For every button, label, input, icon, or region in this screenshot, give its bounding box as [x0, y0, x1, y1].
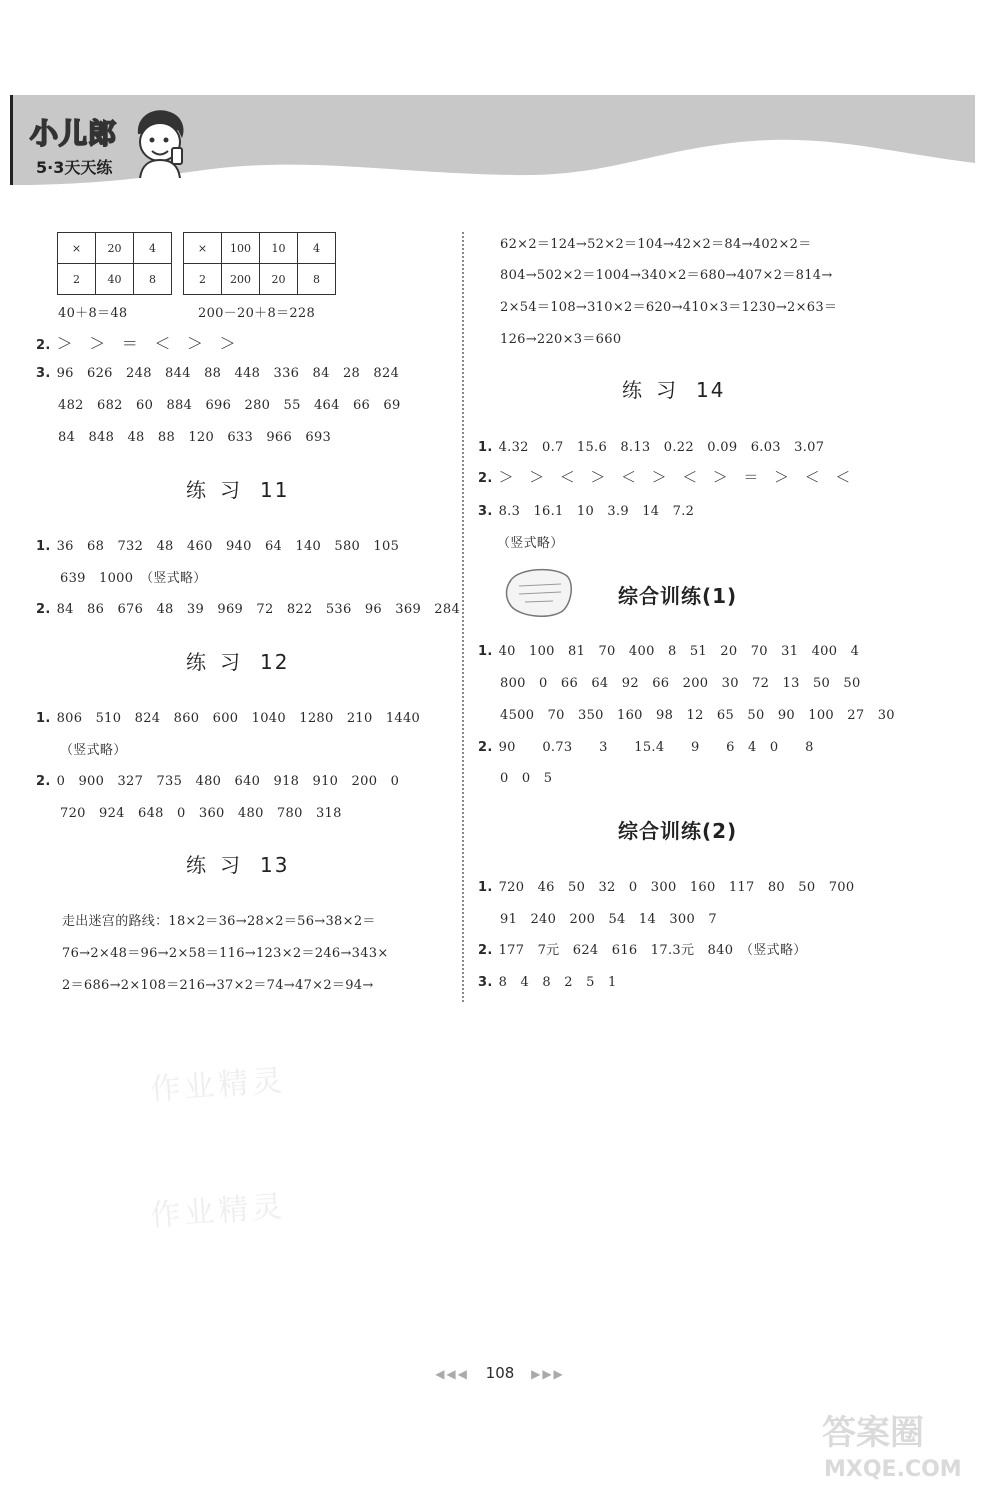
table-cell: 4: [134, 233, 172, 264]
question-number: 1.: [36, 539, 51, 554]
question-number: 1.: [478, 440, 493, 455]
answer-text: 91 240 200 54 14 300 7: [500, 912, 717, 927]
answer-text: 2＝686→2×108＝216→37×2＝74→47×2＝94→: [62, 978, 374, 993]
answer-line: [478, 500, 694, 519]
answer-text: 804→502×2＝1004→340×2＝680→407×2＝814→: [500, 268, 833, 283]
left-margin-rule: [10, 95, 13, 185]
question-number: 1.: [478, 880, 493, 895]
answer-text: 84 86 676 48 39 969 72 822 536 96 369 284: [56, 602, 461, 617]
answer-text: 4500 70 350 160 98 12 65 50 90 100 27 30: [500, 708, 895, 723]
answer-line: [36, 770, 399, 789]
section-number: 13: [260, 853, 290, 877]
svg-text:答案圈: 答案圈: [822, 1413, 924, 1453]
answer-line: [36, 598, 460, 617]
site-watermark-logo: [820, 1404, 990, 1484]
answer-line: [36, 331, 236, 354]
answer-text: 84 848 48 88 120 633 966 693: [58, 430, 332, 445]
answer-text: 126→220×3＝660: [500, 332, 622, 347]
section-number: 11: [260, 478, 290, 502]
answer-text: 482 682 60 884 696 280 55 464 66 69: [58, 398, 401, 413]
question-number: 2.: [36, 774, 51, 789]
answer-line: [478, 939, 807, 958]
page-footer: [0, 1364, 1000, 1382]
section-heading: 综合训练(1): [618, 584, 738, 608]
question-number: 3.: [478, 975, 493, 990]
answer-text: （竖式略）: [497, 536, 564, 551]
answer-text: 806 510 824 860 600 1040 1280 210 1440: [56, 711, 421, 726]
watermark: 作业精灵: [149, 1063, 288, 1108]
answer-text: 800 0 66 64 92 66 200 30 72 13 50 50: [500, 676, 861, 691]
brand-logo: 小儿郎: [30, 117, 118, 150]
section-title-text: 练习: [186, 478, 254, 502]
table-cell: 20: [260, 264, 298, 295]
answer-line: [478, 466, 851, 487]
stamp-badge-icon: [505, 566, 575, 618]
answer-text: 62×2＝124→52×2＝104→42×2＝84→402×2＝: [500, 237, 812, 252]
section-title-text: 练习: [186, 650, 254, 674]
multiplication-table-2: [183, 232, 336, 295]
answer-text: ＞ ＞ ＜ ＞ ＜ ＞ ＜ ＞ ＝ ＞ ＜ ＜: [498, 468, 851, 486]
question-number: 1.: [36, 711, 51, 726]
question-number: 2.: [478, 943, 493, 958]
table-cell: 40: [96, 264, 134, 295]
section-title-text: 练习: [622, 378, 690, 402]
calc-result-2: 200－20＋8＝228: [198, 306, 316, 321]
section-heading: [186, 646, 289, 675]
answer-text: （竖式略）: [60, 743, 127, 758]
answer-text: 0 900 327 735 480 640 918 910 200 0: [56, 774, 400, 789]
table-cell: 200: [222, 264, 260, 295]
table-cell: 10: [260, 233, 298, 264]
answer-text: 8 4 8 2 5 1: [498, 975, 617, 990]
table-cell: 8: [298, 264, 336, 295]
question-number: 2.: [478, 471, 493, 486]
calc-result-1: 40＋8＝48: [58, 306, 128, 321]
section-number: 12: [260, 650, 290, 674]
table-cell: 20: [96, 233, 134, 264]
question-number: 1.: [478, 644, 493, 659]
answer-text: 8.3 16.1 10 3.9 14 7.2: [498, 504, 695, 519]
answer-text: 177 7元 624 616 17.3元 840 （竖式略）: [498, 943, 807, 958]
answer-text: 走出迷宫的路线：18×2＝36→28×2＝56→38×2＝: [62, 914, 376, 929]
section-title-text: 练习: [186, 853, 254, 877]
table-cell: ×: [58, 233, 96, 264]
series-title: 5·3天天练: [36, 158, 113, 177]
table-cell: 100: [222, 233, 260, 264]
answer-text: 2×54＝108→310×2＝620→410×3＝1230→2×63＝: [500, 300, 838, 315]
answer-line: [478, 640, 859, 659]
answer-line: [478, 736, 814, 755]
answer-text: 0 0 5: [500, 771, 553, 786]
answer-text: 639 1000 （竖式略）: [60, 571, 207, 586]
question-number: 2.: [36, 602, 51, 617]
answer-line: [478, 436, 824, 455]
table-cell: 2: [184, 264, 222, 295]
answer-text: 96 626 248 844 88 448 336 84 28 824: [56, 366, 400, 381]
answer-text: ＞ ＞ ＝ ＜ ＞ ＞: [56, 334, 236, 353]
answer-text: 36 68 732 48 460 940 64 140 580 105: [56, 539, 400, 554]
multiplication-table-1: [57, 232, 172, 295]
svg-text:MXQE.COM: MXQE.COM: [824, 1457, 962, 1482]
right-arrows-icon: ▶▶▶: [531, 1367, 565, 1381]
section-heading: 综合训练(2): [618, 819, 738, 843]
question-number: 2.: [36, 338, 51, 353]
watermark: 作业精灵: [149, 1189, 288, 1234]
answer-line: [478, 971, 617, 990]
table-cell: 4: [298, 233, 336, 264]
question-number: 2.: [478, 740, 493, 755]
answer-text: 90 0.73 3 15.4 9 6 4 0 8: [498, 740, 814, 755]
boy-mascot-icon: [132, 108, 188, 180]
answer-text: 76→2×48＝96→2×58＝116→123×2＝246→343×: [62, 946, 389, 961]
answer-line: [36, 707, 420, 726]
section-heading: [622, 374, 725, 403]
question-number: 3.: [36, 366, 51, 381]
section-number: 14: [696, 378, 726, 402]
table-cell: 8: [134, 264, 172, 295]
answer-text: 40 100 81 70 400 8 51 20 70 31 400 4: [498, 644, 860, 659]
answer-text: 720 924 648 0 360 480 780 318: [60, 806, 342, 821]
answer-line: [478, 876, 854, 895]
answer-line: [36, 362, 399, 381]
table-cell: 2: [58, 264, 96, 295]
answer-line: [36, 535, 399, 554]
page-number: 108: [485, 1364, 515, 1382]
column-divider: [462, 232, 464, 1002]
answer-text: 4.32 0.7 15.6 8.13 0.22 0.09 6.03 3.07: [498, 440, 825, 455]
question-number: 3.: [478, 504, 493, 519]
section-heading: [186, 849, 289, 878]
section-heading: [186, 474, 289, 503]
left-arrows-icon: ◀◀◀: [435, 1367, 469, 1381]
answer-text: 720 46 50 32 0 300 160 117 80 50 700: [498, 880, 855, 895]
table-cell: ×: [184, 233, 222, 264]
